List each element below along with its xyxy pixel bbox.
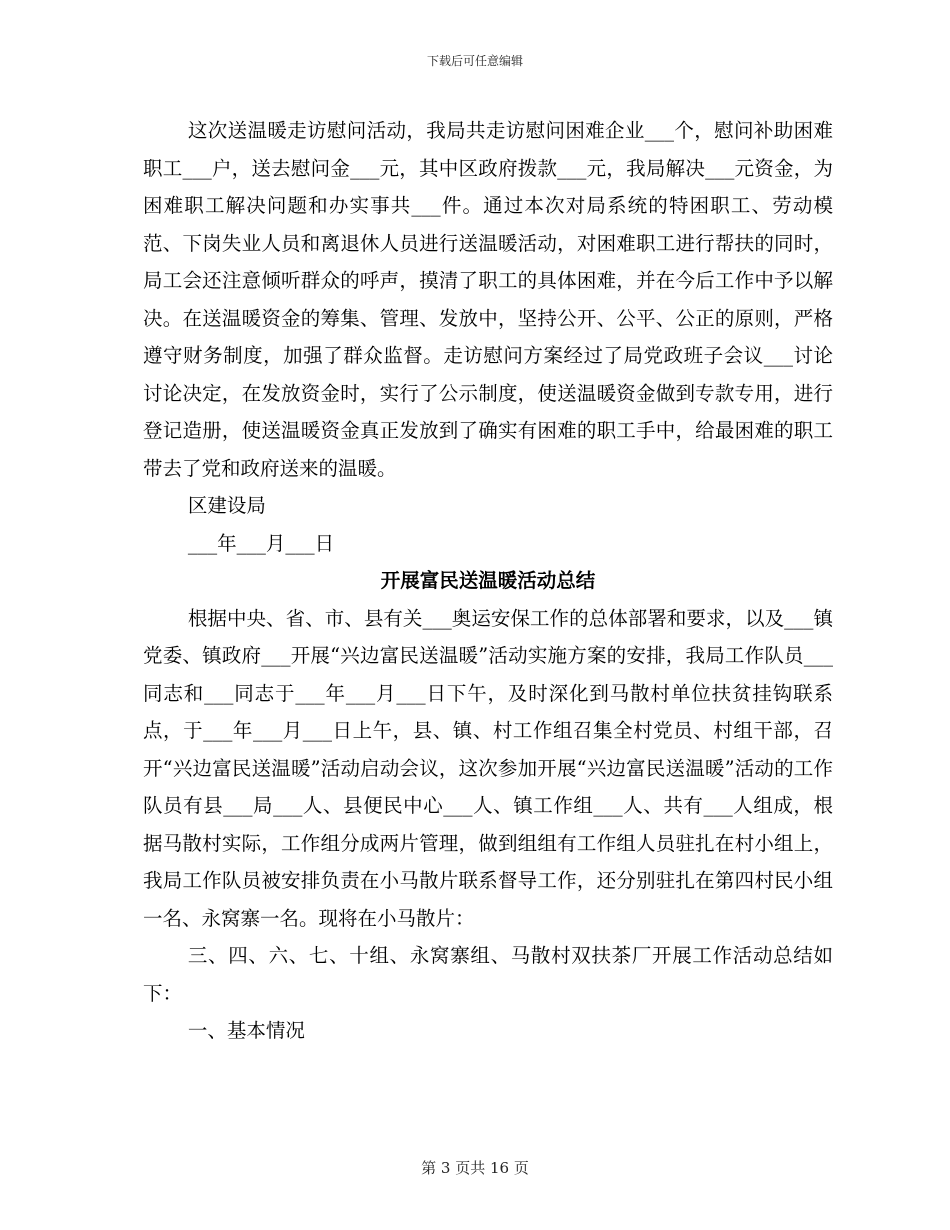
page-footer: 第 3 页共 16 页 — [421, 1159, 529, 1177]
signature-org: 区建设局 — [187, 494, 266, 517]
page-header: 下载后可任意编辑 — [426, 54, 523, 68]
section-title: 开展富民送温暖活动总结 — [380, 569, 596, 592]
document-body — [143, 112, 833, 1050]
paragraph-groups: 三、四、六、七、十组、永窝寨组、马散村双扶茶厂开展工作活动总结如下： — [143, 944, 833, 1005]
paragraph-visit-summary: 这次送温暖走访慰问活动，我局共走访慰问困难企业___个，慰问补助困难职工___户，送去慰问金___元，其中区政府拨款___元，我局解决___元资金，为困难职工解决问题和办实事共___件。通过本次对局系统的特困职工、劳动模范、下岗失业人员和离退休人员进行送温暖活动，对困难职工进行帮扶的同时，局工会还注意倾听群众的呼声，摸清了职工的具体困难，并在今后工作中予以解决。在送温暖资金的筹集、管理、发放中，坚持公开、公平、公正的原则，严格遵守财务制度，加强了群众监督。走访慰问方案经过了局党政班子会议___讨论讨论决定，在发放资金时，实行了公示制度，使送温暖资金做到专款专用，进行登记造册，使送温暖资金真正发放到了确实有困难的职工手中，给最困难的职工带去了党和政府送来的温暖。 — [143, 119, 833, 480]
signature-date: ___年___月___日 — [187, 531, 335, 555]
heading-basic-situation: 一、基本情况 — [187, 1019, 305, 1042]
paragraph-background: 根据中央、省、市、县有关___奥运安保工作的总体部署和要求，以及___镇党委、镇政府___开展“兴边富民送温暖”活动实施方案的安排，我局工作队员___同志和___同志于___年___月___日下午，及时深化到马散村单位扶贫挂钩联系点，于___年___月___日上午，县、镇、村工作组召集全村党员、村组干部，召开“兴边富民送温暖”活动启动会议，这次参加开展“兴边富民送温暖”活动的工作队员有县___局___人、县便民中心___人、镇工作组___人、共有___人组成，根据马散村实际，工作组分成两片管理，做到组组有工作组人员驻扎在村小组上，我局工作队员被安排负责在小马散片联系督导工作，还分别驻扎在第四村民小组一名、永窝寨一名。现将在小马散片： — [143, 606, 833, 930]
